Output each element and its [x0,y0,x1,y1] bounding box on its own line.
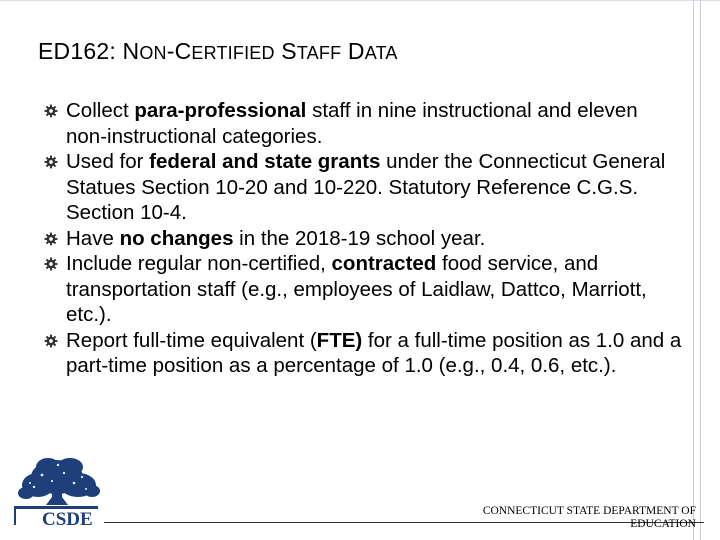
slide-frame-top [0,0,720,1]
bullet-list [44,98,684,379]
bullet-item [44,149,684,226]
bullet-text-bold: contracted [331,252,437,275]
bullet-text-pre: Report full-time equivalent ( [66,328,317,352]
slide-frame-line [700,0,701,540]
bullet-text-pre: Used for [66,150,150,173]
bullet-text-post: under the Connecticut General Statues Section 10-20 and 10-220. Statutory Reference C.G.S. Section 10-4. [66,150,666,224]
gear-icon [44,104,58,118]
bullet-text-post: for a full-time position as 1.0 and a part-time position as a percentage of 1.0 (e.g., 0.4, 0.6, etc.). [66,328,682,377]
bullet-text-pre: Include regular non-certified, [66,252,332,275]
bullet-text-post: in the 2018-19 school year. [233,226,486,250]
gear-icon [44,232,58,246]
bullet-text-bold: FTE) [316,328,363,352]
bullet-text-post: staff in nine instructional and eleven non-instructional categories. [66,99,638,148]
logo-text: CSDE [42,509,93,527]
slide-frame-line [693,0,694,540]
footer-organization: CONNECTICUT STATE DEPARTMENT OF EDUCATION [482,505,696,530]
bullet-text-bold: para-professional [134,99,307,122]
csde-logo [12,455,108,527]
bullet-text-post: food service, and transportation staff (e.g., employees of Laidlaw, Dattco, Marriott, etc.). [66,252,647,326]
bullet-text-pre: Have [66,226,120,250]
bullet-text-pre: Collect [66,99,135,122]
bullet-item [44,98,684,149]
gear-icon [44,155,58,169]
slide-title: ED162: NON-CERTIFIED STAFF DATA [38,38,398,64]
gear-icon [44,257,58,271]
bullet-item [44,251,684,328]
gear-icon [44,334,58,348]
bullet-text-bold: federal and state grants [149,150,381,173]
bullet-item [44,226,684,252]
bullet-item [44,328,684,379]
bullet-text-bold: no changes [119,226,234,250]
